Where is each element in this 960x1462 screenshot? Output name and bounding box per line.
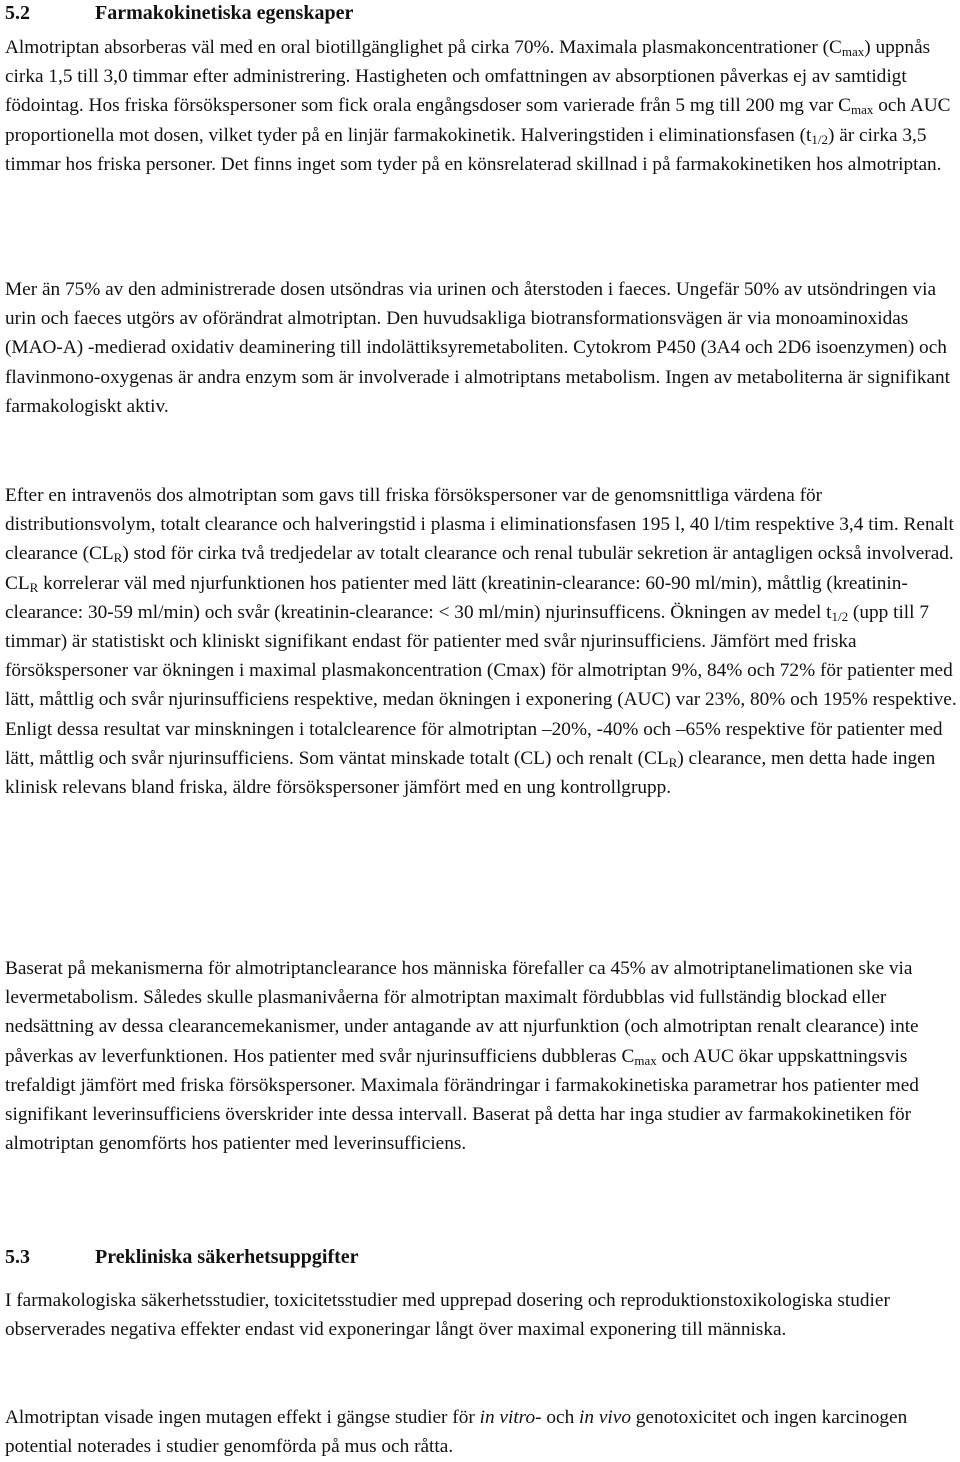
section-title: Farmakokinetiska egenskaper bbox=[95, 2, 354, 24]
subscript: max bbox=[634, 1052, 657, 1068]
text-run: (upp till 7 timmar) är statistiskt och kliniskt signifikant endast för patienter med svår njurinsufficiens. Jämfört med friska försökspersoner var ökningen i maximal plasmakoncentration (Cmax) för almotriptan 9%, 84% och 72% för patienter med lätt, måttlig och svår njurinsufficiens respektive, medan ökningen i exponering (AUC) var 23%, 80% och 195% respektive. Enligt dessa resultat var minskningen i totalclearence för almotriptan –20%, -40% och –65% respektive för patienter med lätt, måttlig och svår njurinsufficiens. Som väntat minskade totalt (CL) och renalt (CL bbox=[5, 601, 957, 769]
text-run: och AUC ökar uppskattningsvis trefaldigt jämfört med friska försökspersoner. Maximala förändringar i farmakokinetiska parametrar hos patienter med signifikant leverinsufficiens överskrider inte dessa intervall. Baserat på detta har inga studier av farmakokinetiken för almotriptan genomförts hos patienter med leverinsufficiens. bbox=[5, 1045, 919, 1155]
section-heading-5-2 bbox=[5, 0, 353, 28]
emphasis-in-vitro: in vitro bbox=[479, 1407, 536, 1428]
subscript: 1/2 bbox=[811, 131, 829, 147]
section-title: Prekliniska säkerhetsuppgifter bbox=[95, 1246, 359, 1268]
section-number: 5.2 bbox=[5, 2, 30, 24]
subscript: R bbox=[668, 754, 678, 770]
text-run: Almotriptan visade ingen mutagen effekt i gängse studier för bbox=[5, 1407, 480, 1428]
emphasis-in-vivo: in vivo bbox=[579, 1407, 631, 1428]
subscript: R bbox=[113, 550, 123, 566]
text-run: korrelerar väl med njurfunktionen hos patienter med lätt (kreatinin-clearance: 60-90 ml/min), måttlig (kreatinin-clearance: 30-59 ml/min) och svår (kreatinin-clearance: < 30 ml/min) njurinsufficens. Ökningen av medel t bbox=[5, 572, 908, 623]
paragraph-metabolism: Mer än 75% av den administrerade dosen utsöndras via urinen och återstoden i faeces. Ungefär 50% av utsöndringen via urin och faeces utgörs av oförändrat almotriptan. Den huvudsakliga biotransformationsvägen är via monoaminoxidas (MAO-A) -medierad oxidativ deaminering till indolättiksyremetaboliten. Cytokrom P450 (3A4 och 2D6 isoenzymen) och flavinmono-oxygenas är andra enzym som är involverade i almotriptans metabolism. Ingen av metaboliterna är signifikant farmakologiskt aktiv. bbox=[5, 279, 951, 417]
paragraph-preclinical-safety: I farmakologiska säkerhetsstudier, toxicitetsstudier med upprepad dosering och reproduktionstoxikologiska studier observerades negativa effekter endast vid exponeringar långt över maximal exponering till människa. bbox=[5, 1290, 890, 1341]
text-run: Efter en intravenös dos almotriptan som gavs till friska försökspersoner var de genomsnittliga värdena för distributionsvolym, totalt clearance och halveringstid i plasma i eliminationsfasen 195 l, 40 l/tim respektive 3,4 tim. Renalt clearance (CL bbox=[5, 485, 954, 565]
text-run: - och bbox=[535, 1407, 580, 1428]
subscript: R bbox=[29, 579, 39, 595]
subscript: 1/2 bbox=[831, 608, 849, 624]
section-number: 5.3 bbox=[5, 1246, 30, 1268]
text-run: genotoxicitet och ingen karcinogen potential noterades i studier genomförda på mus och råtta. bbox=[5, 1407, 908, 1458]
subscript: max bbox=[851, 102, 874, 118]
text-run: ) är cirka 3,5 timmar hos friska personer. Det finns inget som tyder på en könsrelaterad skillnad i på farmakokinetiken hos almotriptan. bbox=[5, 124, 942, 175]
text-run: Almotriptan absorberas väl med en oral biotillgänglighet på cirka 70%. Maximala plasmakoncentrationer (C bbox=[5, 37, 842, 58]
text-run: ) clearance, men detta hade ingen klinisk relevans bland friska, äldre försökspersoner jämfört med en ung kontrollgrupp. bbox=[5, 747, 936, 799]
text-run: och AUC proportionella mot dosen, vilket tyder på en linjär farmakokinetik. Halveringstiden i eliminationsfasen (t bbox=[5, 95, 951, 146]
paragraph-absorption bbox=[5, 33, 958, 179]
text-run: ) stod för cirka två tredjedelar av totalt clearance och renal tubulär sekretion är antagligen också involverad. CL bbox=[5, 543, 954, 594]
section-heading-5-3 bbox=[5, 1243, 359, 1272]
subscript: max bbox=[841, 44, 865, 59]
paragraph-genotoxicity bbox=[5, 1403, 958, 1461]
text-run: ) uppnås cirka 1,5 till 3,0 timmar efter administrering. Hastigheten och omfattningen av absorptionen påverkas ej av samtidigt födointag. Hos friska försökspersoner som fick orala engångsdoser som varierade från 5 mg till 200 mg var C bbox=[5, 37, 931, 117]
text-run: Baserat på mekanismerna för almotriptanclearance hos människa förefaller ca 45% av almotriptanelimationen ske via levermetabolism. Således skulle plasmanivåerna för almotriptan maximalt fördubblas vid fullständig blockad eller nedsättning av dessa clearancemekanismer, under antagande av att njurfunktion (och almotriptan renalt clearance) inte påverkas av leverfunktionen. Hos patienter med svår njurinsufficiens dubbleras C bbox=[5, 958, 919, 1067]
paragraph-hepatic bbox=[5, 954, 958, 1158]
paragraph-renal-clearance bbox=[5, 481, 958, 802]
